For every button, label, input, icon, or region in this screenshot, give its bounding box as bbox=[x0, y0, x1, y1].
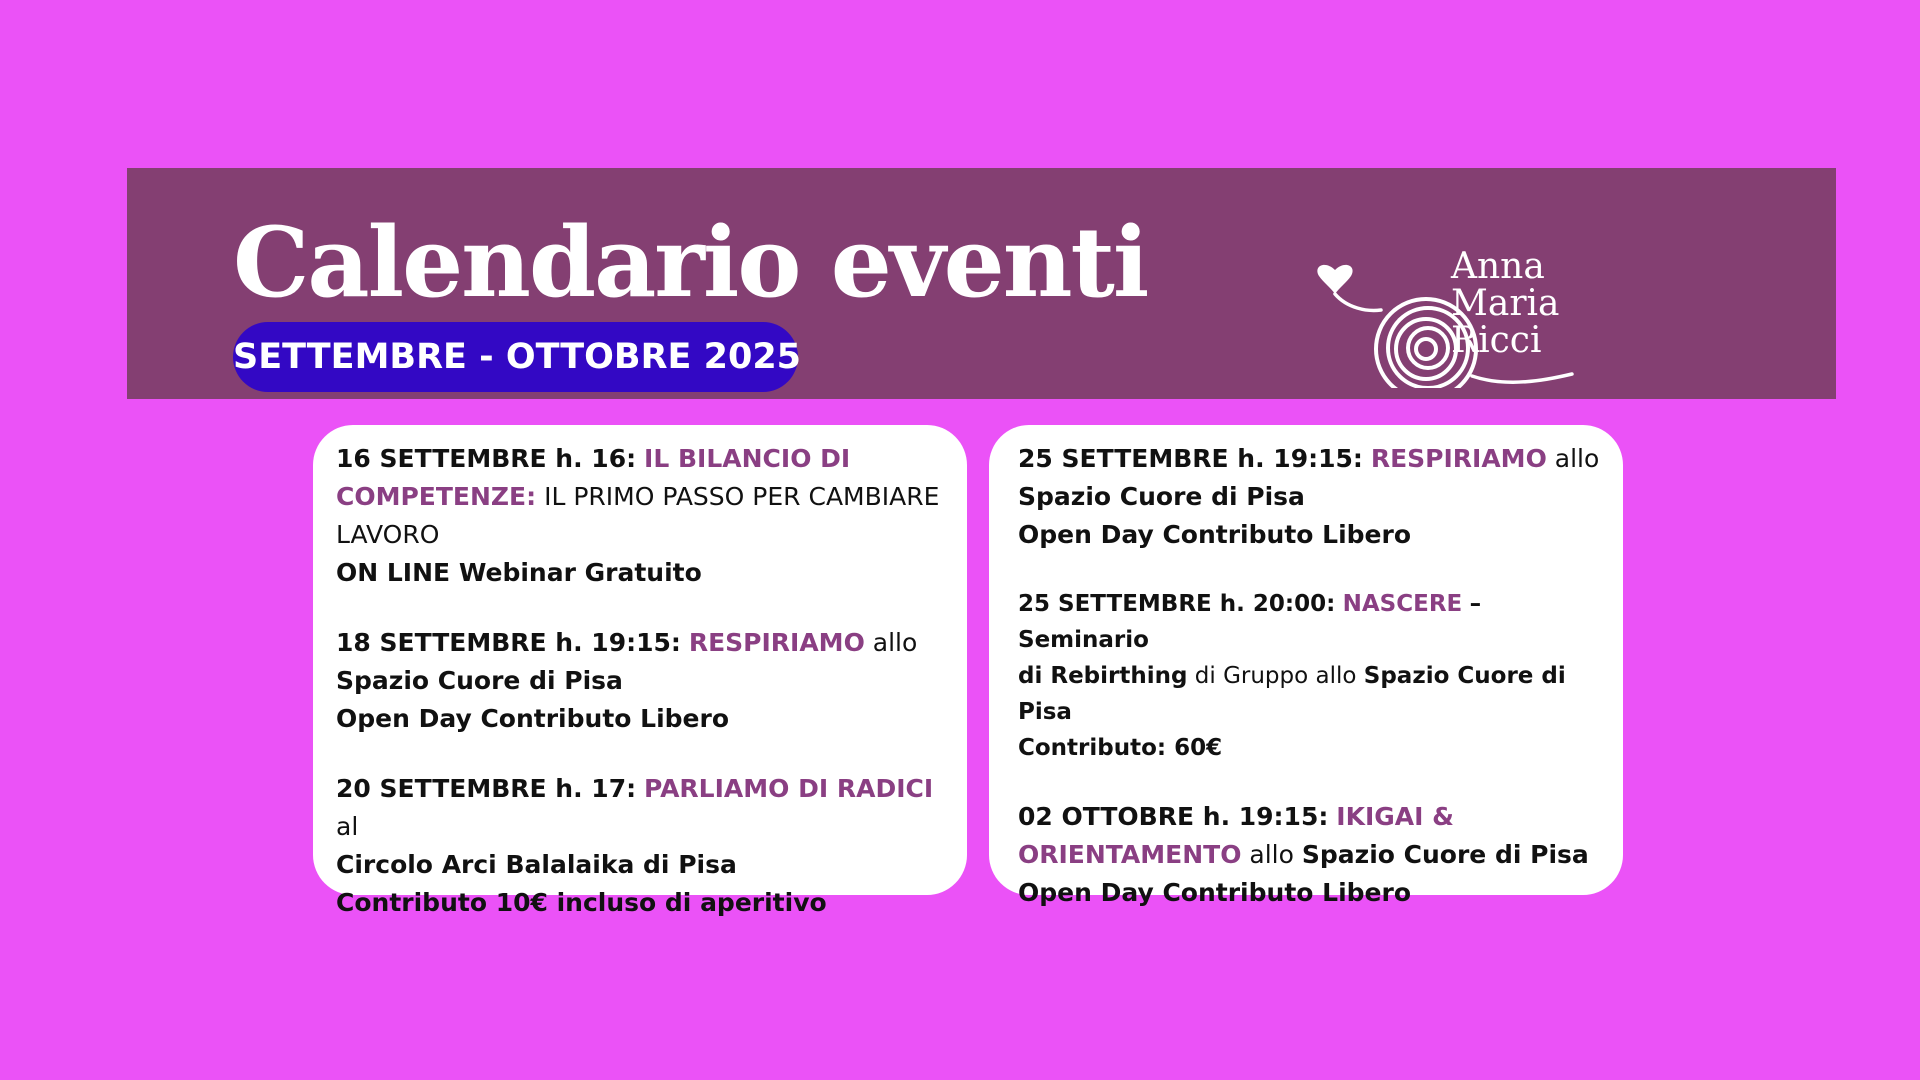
event-datetime: 25 SETTEMBRE h. 19:15: bbox=[1018, 444, 1363, 473]
period-badge: SETTEMBRE - OTTOBRE 2025 bbox=[233, 322, 798, 392]
event-datetime: 20 SETTEMBRE h. 17: bbox=[336, 774, 637, 803]
event-item bbox=[1018, 440, 1603, 554]
event-title: IL BILANCIO DI bbox=[644, 444, 851, 473]
event-venue: Spazio Cuore di Pisa bbox=[1018, 482, 1305, 511]
event-item bbox=[1018, 798, 1603, 912]
brand-name-middle: Maria bbox=[1451, 283, 1560, 324]
event-item bbox=[1018, 586, 1603, 766]
event-datetime: 18 SETTEMBRE h. 19:15: bbox=[336, 628, 681, 657]
event-info: Open Day Contributo Libero bbox=[336, 704, 730, 733]
brand-name bbox=[1451, 248, 1560, 359]
event-title: IKIGAI & bbox=[1336, 802, 1454, 831]
event-connector: allo bbox=[872, 628, 918, 657]
event-title: RESPIRIAMO bbox=[1370, 444, 1547, 473]
event-datetime: 16 SETTEMBRE h. 16: bbox=[336, 444, 637, 473]
event-info: ON LINE Webinar Gratuito bbox=[336, 558, 702, 587]
event-item bbox=[336, 770, 949, 922]
page-title: Calendario eventi bbox=[233, 206, 1148, 319]
event-datetime: 02 OTTOBRE h. 19:15: bbox=[1018, 802, 1329, 831]
event-description: – Seminario bbox=[1018, 591, 1482, 653]
event-connector: allo bbox=[1554, 444, 1600, 473]
event-venue: Spazio Cuore di Pisa bbox=[336, 666, 623, 695]
brand-name-last: Ricci bbox=[1451, 320, 1542, 361]
event-title: PARLIAMO DI RADICI bbox=[644, 774, 934, 803]
event-title: NASCERE bbox=[1342, 591, 1463, 617]
brand-name-first: Anna bbox=[1451, 246, 1545, 287]
event-subtitle: IL PRIMO PASSO PER CAMBIARE bbox=[544, 482, 940, 511]
event-datetime: 25 SETTEMBRE h. 20:00: bbox=[1018, 591, 1336, 617]
event-item bbox=[336, 624, 949, 738]
event-venue: Circolo Arci Balalaika di Pisa bbox=[336, 850, 737, 879]
event-title-cont: COMPETENZE: bbox=[336, 482, 537, 511]
event-title: RESPIRIAMO bbox=[688, 628, 865, 657]
event-venue: Spazio Cuore di Pisa bbox=[1301, 840, 1589, 869]
event-venue-cont: Pisa bbox=[1018, 699, 1072, 725]
event-info: Contributo: 60€ bbox=[1018, 735, 1223, 761]
event-subtitle-cont: LAVORO bbox=[336, 520, 440, 549]
header-banner bbox=[127, 168, 1836, 399]
event-connector: allo bbox=[1249, 840, 1294, 869]
event-title-cont: ORIENTAMENTO bbox=[1018, 840, 1242, 869]
events-panel-right bbox=[989, 425, 1623, 907]
event-info: Open Day Contributo Libero bbox=[1018, 878, 1412, 907]
event-info: Contributo 10€ incluso di aperitivo bbox=[336, 888, 827, 917]
event-description-plain: di Gruppo allo bbox=[1194, 663, 1357, 689]
event-item bbox=[336, 440, 949, 592]
event-description-cont: di Rebirthing bbox=[1018, 663, 1188, 689]
event-info: Open Day Contributo Libero bbox=[1018, 520, 1412, 549]
event-venue: Spazio Cuore di bbox=[1363, 663, 1566, 689]
event-connector: al bbox=[336, 812, 359, 841]
events-panel-left bbox=[313, 425, 967, 917]
